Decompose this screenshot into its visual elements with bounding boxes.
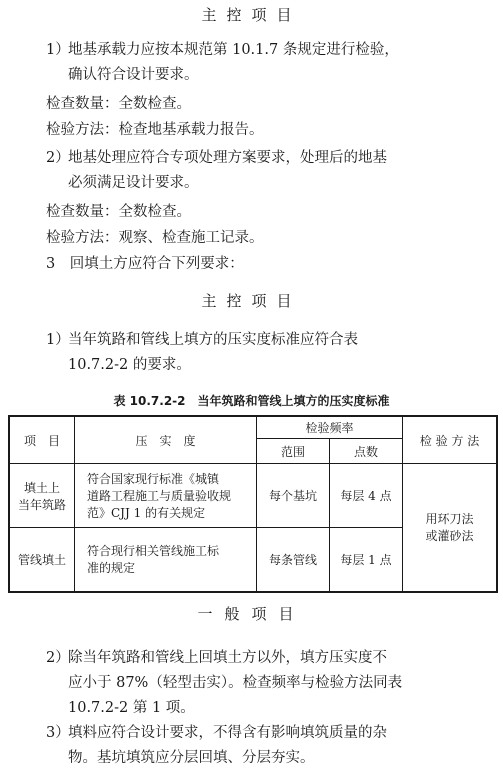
cell-text: 符合现行相关管线施工标 [87,544,220,559]
clause-2 [46,146,488,196]
table-row [9,464,497,528]
cell-compaction [75,528,257,592]
cell-item [9,464,75,528]
clause-1 [46,38,488,88]
inspection-method: 检验方法：观察、检查施工记录。 [46,230,264,246]
cell-item: 管线填土 [9,528,75,592]
cell-text: 填土上 [23,480,60,495]
header-item: 项 目 [9,416,75,464]
clause-text: 除当年筑路和管线上回填土方以外，填方压实度不 [68,650,387,666]
clause-text: 必须满足设计要求。 [68,175,199,191]
cell-text: 范》CJJ 1 的有关规定 [87,506,206,520]
clause-number: 1） [46,332,70,348]
cell-text: 用环刀法 [425,512,474,527]
cell-text: 道路工程施工与质量验收规 [87,489,232,503]
clause-3: 3 回填土方应符合下列要求： [46,256,244,272]
inspection-quantity: 检查数量：全数检查。 [46,204,191,220]
table-header-row [9,416,497,439]
clause-1-backfill [46,328,488,378]
section-heading-general: 一般项目 [197,605,306,623]
clause-text: 确认符合设计要求。 [68,67,199,83]
clause-text: 地基处理应符合专项处理方案要求，处理后的地基 [68,150,387,166]
clause-text: 应小于 87%（轻型击实）。检查频率与检验方法同表 [68,675,403,691]
cell-text: 或灌砂法 [425,529,474,544]
clause-number: 2） [46,650,70,666]
cell-text: 当年筑路 [17,497,66,512]
cell-scope: 每条管线 [257,528,330,592]
cell-text: 准的规定 [87,561,136,576]
section-heading-main-control: 主控项目 [201,6,302,24]
section-heading-main-control: 主控项目 [201,292,302,310]
table-caption: 表 10.7.2-2 当年筑路和管线上填方的压实度标准 [113,394,390,408]
inspection-method: 检验方法：检查地基承载力报告。 [46,122,264,138]
clause-number: 2） [46,150,70,166]
cell-text: 符合国家现行标准《城镇 [87,472,220,486]
clause-text: 物。基坑填筑应分层回填、分层夯实。 [68,750,315,766]
clause-3-general [46,721,488,771]
clause-number: 3） [46,725,70,741]
clause-text: 填料应符合设计要求，不得含有影响填筑质量的杂 [68,725,387,741]
clause-text: 10.7.2-2 的要求。 [68,357,191,373]
header-scope: 范围 [257,439,330,464]
cell-compaction [75,464,257,528]
clause-text: 10.7.2-2 第 1 项。 [68,700,195,716]
clause-text: 地基承载力应按本规范第 10.1.7 条规定进行检验， [68,42,399,58]
cell-points: 每层 4 点 [330,464,403,528]
header-method: 检 验 方 法 [403,416,498,464]
cell-scope: 每个基坑 [257,464,330,528]
compaction-standard-table [8,415,498,593]
header-compaction: 压 实 度 [75,416,257,464]
cell-points: 每层 1 点 [330,528,403,592]
clause-number: 1） [46,42,70,58]
header-frequency: 检验频率 [257,416,403,439]
cell-method [403,464,498,592]
inspection-quantity: 检查数量：全数检查。 [46,96,191,112]
clause-2-general [46,646,488,721]
header-points: 点数 [330,439,403,464]
clause-text: 当年筑路和管线上填方的压实度标准应符合表 [68,332,358,348]
